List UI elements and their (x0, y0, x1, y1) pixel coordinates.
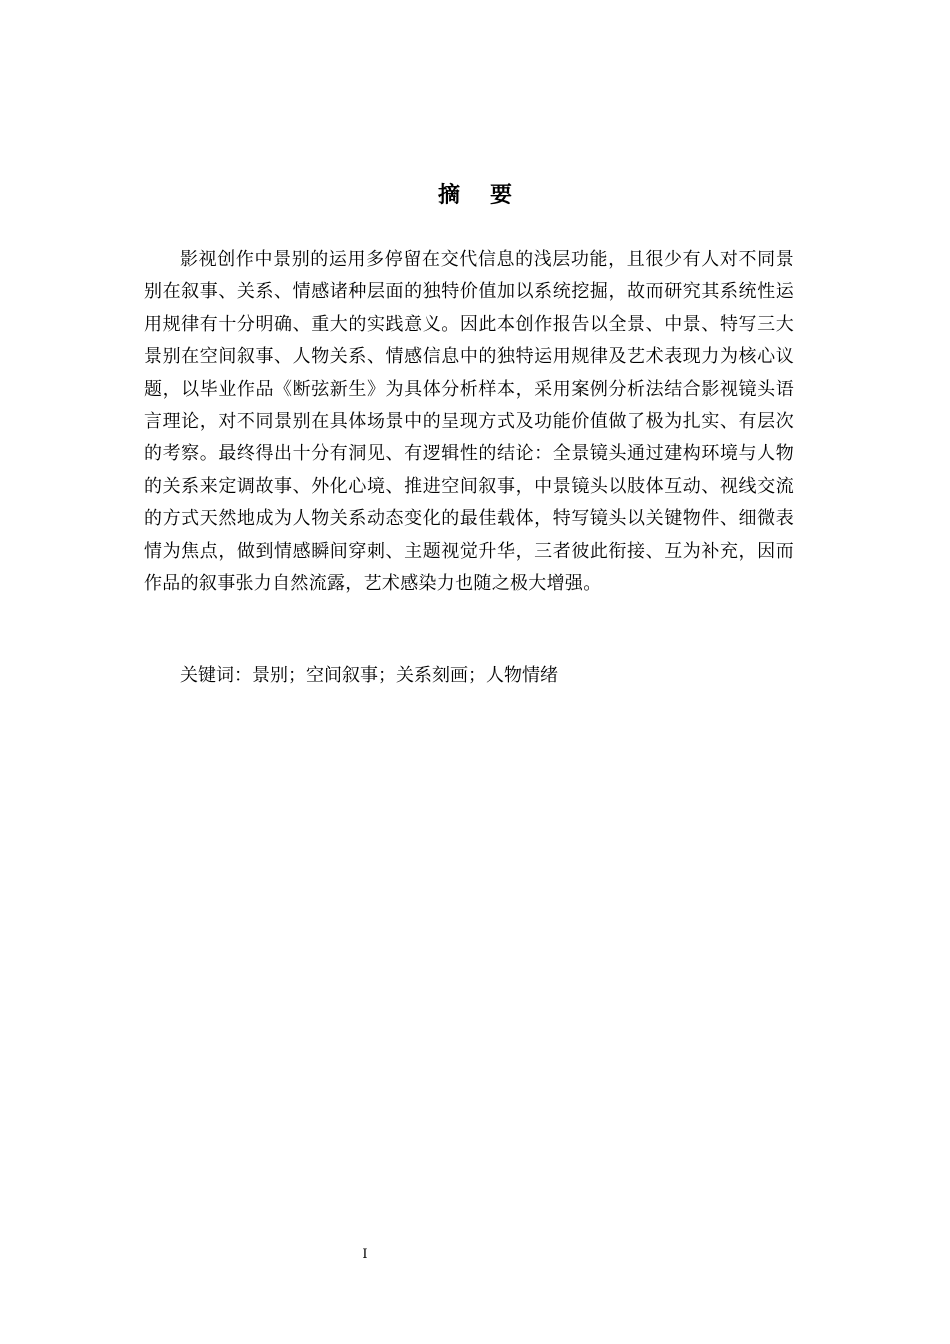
page-number: I (362, 1247, 368, 1262)
abstract-paragraph: 影视创作中景别的运用多停留在交代信息的浅层功能，且很少有人对不同景别在叙事、关系、情感诸种层面的独特价值加以系统挖掘，故而研究其系统性运用规律有十分明确、重大的实践意义。因此本创作报告以全景、中景、特写三大景别在空间叙事、人物关系、情感信息中的独特运用规律及艺术表现力为核心议题，以毕业作品《断弦新生》为具体分析样本，采用案例分析法结合影视镜头语言理论，对不同景别在具体场景中的呈现方式及功能价值做了极为扎实、有层次的考察。最终得出十分有洞见、有逻辑性的结论：全景镜头通过建构环境与人物的关系来定调故事、外化心境、推进空间叙事，中景镜头以肢体互动、视线交流的方式天然地成为人物关系动态变化的最佳载体，特写镜头以关键物件、细微表情为焦点，做到情感瞬间穿刺、主题视觉升华，三者彼此衔接、互为补充，因而作品的叙事张力自然流露，艺术感染力也随之极大增强。 (144, 249, 794, 595)
keywords-line: 关键词：景别；空间叙事；关系刻画；人物情绪 (180, 665, 558, 686)
page-title: 摘要 (437, 183, 542, 208)
